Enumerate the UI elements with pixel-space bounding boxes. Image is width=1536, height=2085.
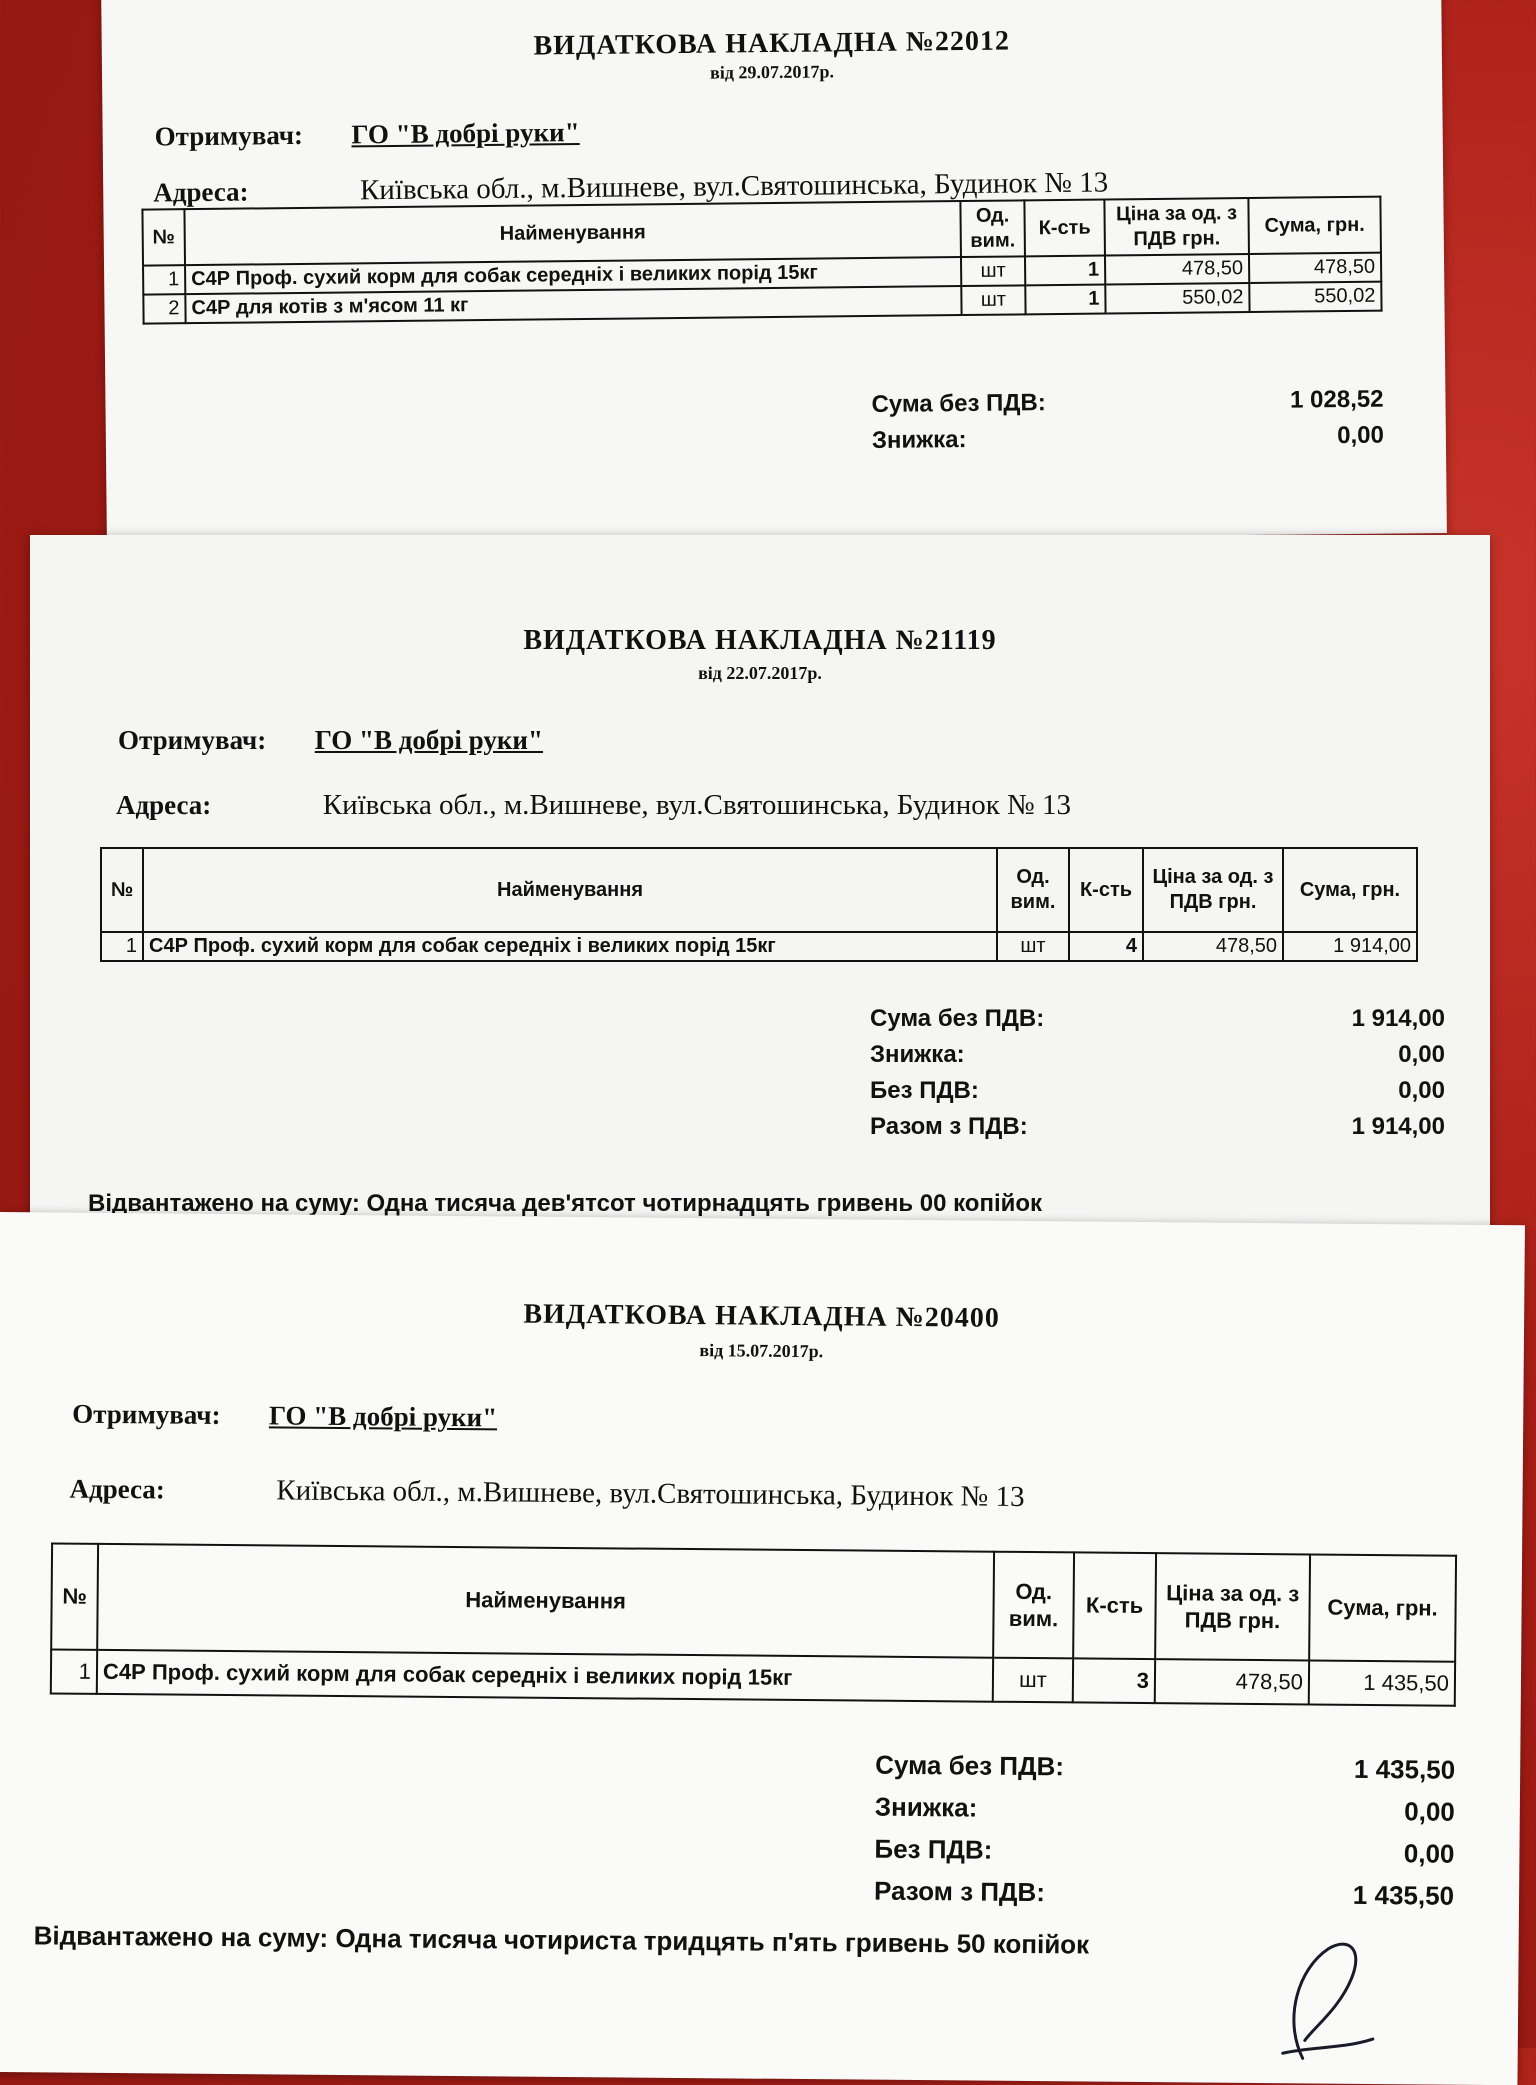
- col-sum-header: Сума, грн.: [1309, 1554, 1456, 1661]
- row-unit: шт: [961, 285, 1025, 315]
- col-qty-header: К-сть: [1024, 200, 1105, 257]
- row-no: 1: [51, 1649, 97, 1693]
- totals-row: [872, 422, 1384, 463]
- row-price: 478,50: [1155, 1659, 1309, 1704]
- recipient-label: Отримувач:: [154, 119, 304, 152]
- row-name: С4Р Проф. сухий корм для собак середніх і великих порід 15кг: [185, 257, 961, 294]
- row-unit: шт: [993, 1658, 1073, 1703]
- col-name-header: Найменування: [97, 1544, 994, 1658]
- col-qty-header: К-сть: [1069, 848, 1143, 932]
- col-unit-header: Од. вим.: [997, 848, 1069, 932]
- invoice-title: ВИДАТКОВА НАКЛАДНА №21119: [523, 625, 997, 656]
- totals-value: 0,00: [1398, 1077, 1445, 1104]
- col-unit-header: Од. вим.: [993, 1552, 1074, 1659]
- address-value: Київська обл., м.Вишневе, вул.Святошинська, Будинок № 13: [322, 789, 1071, 821]
- recipient-name: ГО "В добрі руки": [268, 1400, 498, 1433]
- totals-label: Сума без ПДВ:: [875, 1749, 1065, 1782]
- invoice-sheet-22012: [101, 0, 1447, 547]
- invoice-sheet-20400: [0, 1212, 1525, 2085]
- totals-row: [874, 1876, 1454, 1923]
- invoice-title: ВИДАТКОВА НАКЛАДНА №22012: [533, 25, 1011, 62]
- row-price: 550,02: [1105, 283, 1249, 314]
- totals-value: 1 028,52: [1289, 385, 1384, 414]
- totals-value: 0,00: [1404, 1796, 1455, 1827]
- totals-row: [875, 1750, 1455, 1797]
- recipient-name: ГО "В добрі руки": [351, 117, 580, 150]
- invoice-date: від 29.07.2017р.: [710, 61, 835, 83]
- row-sum: 1 435,50: [1309, 1660, 1455, 1705]
- table-row: [101, 932, 1417, 961]
- col-no-header: №: [142, 209, 185, 265]
- row-name: С4Р для котів з м'ясом 11 кг: [185, 286, 961, 323]
- totals-row: [875, 1792, 1455, 1839]
- row-sum: 478,50: [1249, 253, 1381, 283]
- col-qty-header: К-сть: [1073, 1552, 1156, 1659]
- totals-label: Знижка:: [870, 1041, 965, 1068]
- invoice-title: ВИДАТКОВА НАКЛАДНА №20400: [523, 1298, 1000, 1334]
- row-no: 2: [143, 294, 185, 323]
- col-no-header: №: [101, 848, 143, 932]
- row-qty: 3: [1073, 1658, 1155, 1703]
- totals-label: Без ПДВ:: [870, 1077, 979, 1104]
- totals-label: Разом з ПДВ:: [873, 1875, 1046, 1908]
- items-table: [100, 847, 1418, 962]
- col-sum-header: Сума, грн.: [1283, 848, 1417, 932]
- invoice-date: від 15.07.2017р.: [699, 1340, 824, 1362]
- row-qty: 4: [1069, 932, 1143, 961]
- totals-value: 1 914,00: [1351, 1113, 1445, 1140]
- totals-label: Знижка:: [874, 1791, 978, 1823]
- totals-label: Без ПДВ:: [874, 1833, 993, 1865]
- col-name-header: Найменування: [184, 201, 961, 265]
- row-no: 1: [101, 932, 143, 961]
- totals-value: 1 914,00: [1351, 1005, 1445, 1032]
- totals-label: Сума без ПДВ:: [871, 389, 1046, 418]
- row-name: С4Р Проф. сухий корм для собак середніх і великих порід 15кг: [97, 1650, 993, 1702]
- col-price-header: Ціна за од. з ПДВ грн.: [1104, 198, 1249, 256]
- recipient-row: [72, 1399, 497, 1434]
- totals-block: [870, 1005, 1445, 1149]
- row-qty: 1: [1025, 256, 1105, 286]
- handwritten-signature: [1243, 1928, 1404, 2069]
- recipient-label: Отримувач:: [118, 725, 267, 755]
- address-row: [116, 789, 1071, 822]
- recipient-name: ГО "В добрі руки": [314, 725, 543, 755]
- row-unit: шт: [961, 256, 1025, 286]
- row-sum: 550,02: [1249, 282, 1381, 312]
- items-table: [50, 1542, 1457, 1706]
- invoice-date: від 22.07.2017р.: [698, 663, 822, 683]
- recipient-row: [118, 725, 543, 756]
- row-qty: 1: [1025, 285, 1105, 315]
- address-value: Київська обл., м.Вишневе, вул.Святошинська, Будинок № 13: [359, 166, 1109, 207]
- table-header-row: [51, 1543, 1456, 1661]
- totals-value: 0,00: [1337, 421, 1385, 450]
- recipient-label: Отримувач:: [72, 1398, 221, 1430]
- row-sum: 1 914,00: [1283, 932, 1417, 961]
- shipped-amount-text: Відвантажено на суму: Одна тисяча дев'ятсот чотирнадцять гривень 00 копійок: [88, 1190, 1043, 1217]
- row-unit: шт: [997, 932, 1069, 961]
- totals-value: 1 435,50: [1353, 1753, 1456, 1785]
- totals-block: [874, 1750, 1455, 1923]
- col-price-header: Ціна за од. з ПДВ грн.: [1155, 1553, 1310, 1660]
- row-price: 478,50: [1143, 932, 1283, 961]
- totals-value: 0,00: [1398, 1041, 1445, 1068]
- row-name: С4Р Проф. сухий корм для собак середніх і великих порід 15кг: [143, 932, 997, 961]
- totals-block: [871, 386, 1384, 463]
- col-no-header: №: [51, 1543, 98, 1649]
- totals-value: 1 435,50: [1352, 1879, 1455, 1911]
- col-price-header: Ціна за од. з ПДВ грн.: [1143, 848, 1283, 932]
- totals-row: [874, 1834, 1454, 1881]
- row-price: 478,50: [1105, 254, 1249, 285]
- totals-label: Разом з ПДВ:: [870, 1113, 1028, 1140]
- totals-row: [870, 1113, 1445, 1149]
- row-no: 1: [143, 265, 185, 294]
- totals-label: Сума без ПДВ:: [870, 1005, 1045, 1032]
- col-name-header: Найменування: [143, 848, 997, 932]
- recipient-row: [155, 117, 580, 152]
- address-value: Київська обл., м.Вишневе, вул.Святошинська, Будинок № 13: [276, 1474, 1025, 1513]
- table-header-row: [101, 848, 1417, 932]
- items-table: [141, 196, 1382, 325]
- address-row: [69, 1473, 1024, 1514]
- col-unit-header: Од. вим.: [960, 200, 1025, 257]
- address-label: Адреса:: [69, 1473, 166, 1505]
- address-label: Адреса:: [116, 790, 212, 820]
- col-sum-header: Сума, грн.: [1248, 197, 1381, 254]
- shipped-amount-text: Відвантажено на суму: Одна тисяча чотириста тридцять п'ять гривень 50 копійок: [33, 1920, 1090, 1960]
- totals-row: [870, 1041, 1445, 1077]
- invoice-sheet-21119: [30, 535, 1490, 1235]
- totals-row: [871, 386, 1383, 427]
- address-label: Адреса:: [153, 176, 249, 208]
- totals-row: [870, 1005, 1445, 1041]
- totals-row: [870, 1077, 1445, 1113]
- totals-label: Знижка:: [871, 425, 967, 454]
- totals-value: 0,00: [1403, 1838, 1455, 1869]
